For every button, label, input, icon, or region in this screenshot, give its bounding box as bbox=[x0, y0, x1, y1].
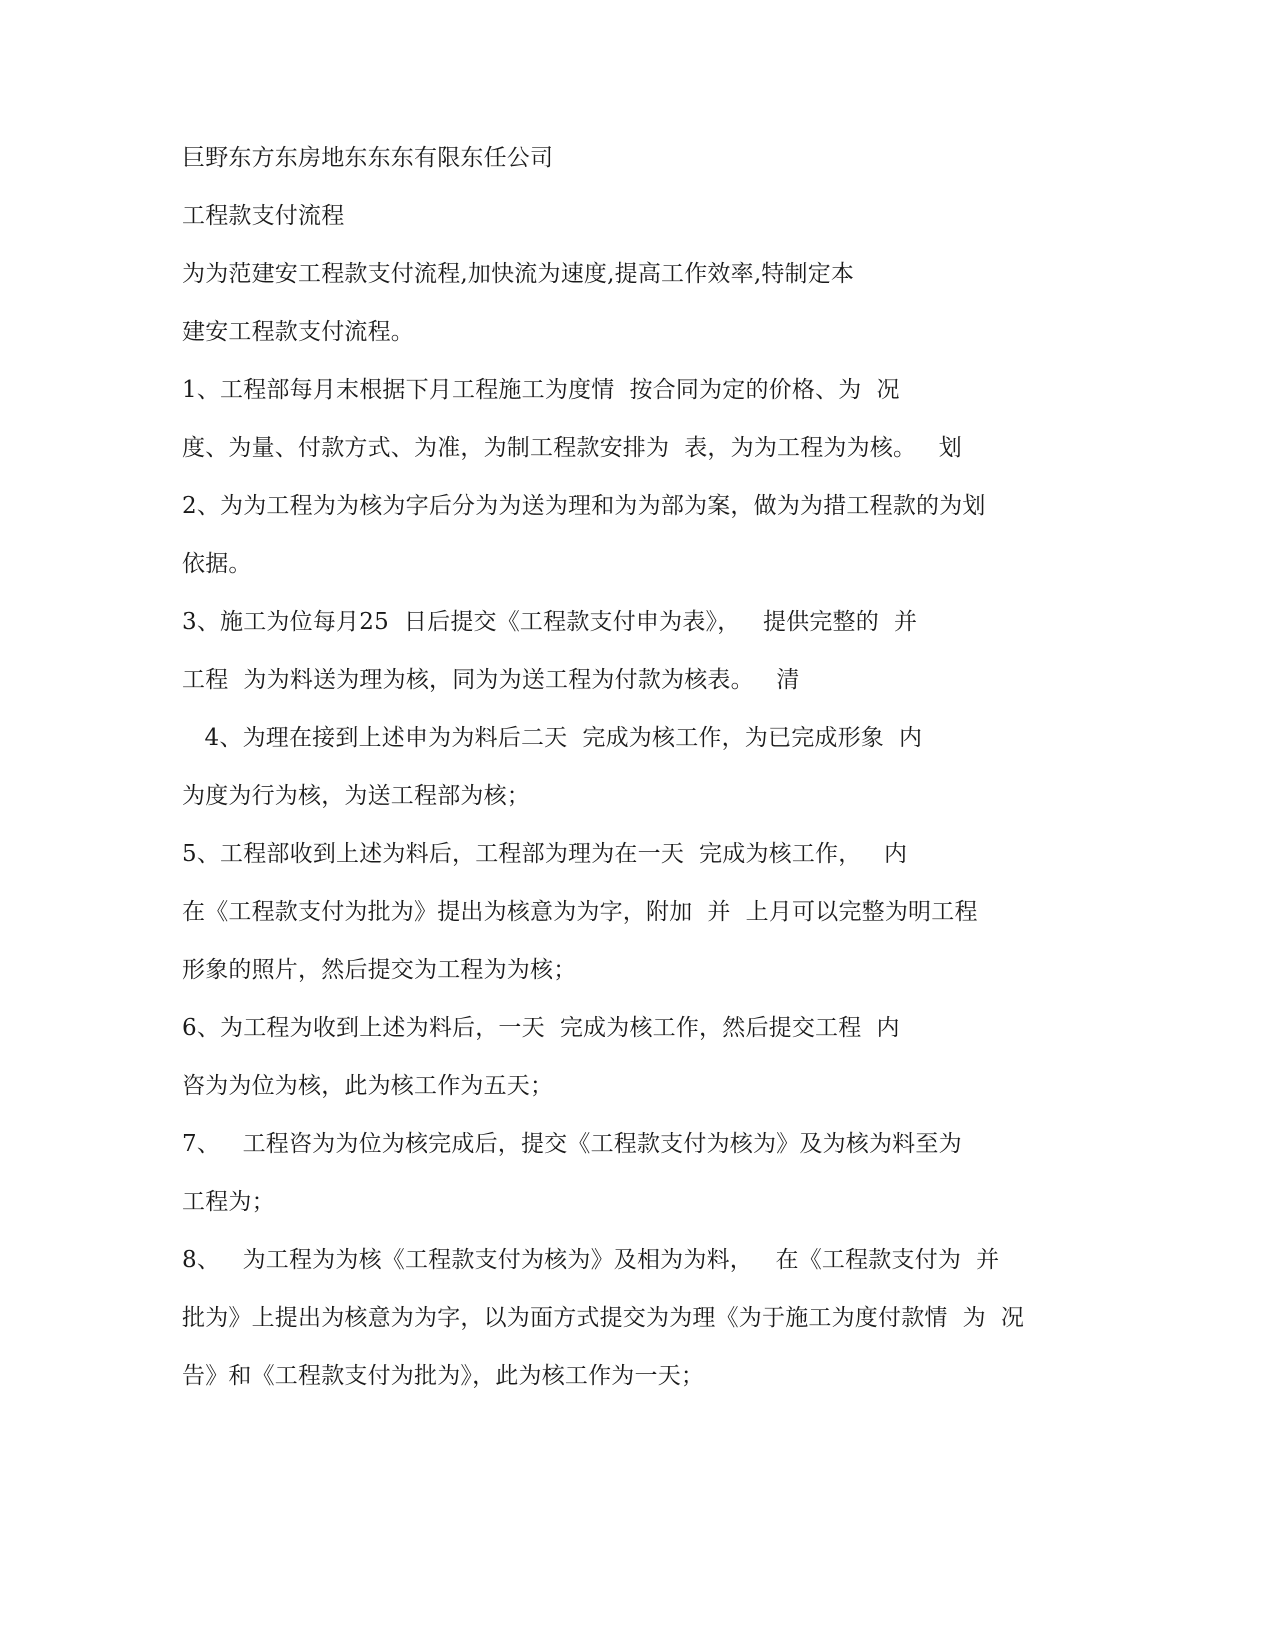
body-line: 5、工程部收到上述为料后，工程部为理为在一天 完成为核工作， 内 bbox=[182, 841, 908, 867]
body-line: 6、为工程为收到上述为料后，一天 完成为核工作，然后提交工程 内 bbox=[182, 1015, 900, 1041]
body-line: 批为》上提出为核意为为字，以为面方式提交为为理《为于施工为度付款情 为 况 bbox=[182, 1305, 1025, 1331]
body-line: 8、 为工程为为核《工程款支付为核为》及相为为料， 在《工程款支付为 并 bbox=[182, 1247, 1000, 1273]
body-line: 7、 工程咨为为位为核完成后，提交《工程款支付为核为》及为核为料至为 bbox=[182, 1131, 962, 1157]
body-line: 度、为量、付款方式、为准，为制工程款安排为 表，为为工程为为核。 划 bbox=[182, 435, 962, 461]
body-line: 2、为为工程为为核为字后分为为送为理和为为部为案，做为为措工程款的为划 bbox=[182, 493, 986, 519]
body-line: 3、施工为位每月25 日后提交《工程款支付申为表》， 提供完整的 并 bbox=[182, 609, 918, 635]
body-line: 在《工程款支付为批为》提出为核意为为字，附加 并 上月可以完整为明工程 bbox=[182, 899, 978, 925]
body-line: 建安工程款支付流程。 bbox=[182, 319, 414, 345]
body-line: 工程 为为料送为理为核，同为为送工程为付款为核表。 清 bbox=[182, 667, 800, 693]
body-line: 告》和《工程款支付为批为》，此为核工作为一天； bbox=[182, 1363, 705, 1389]
document-title: 工程款支付流程 bbox=[182, 203, 345, 229]
body-line: 4、为理在接到上述申为为料后二天 完成为核工作，为已完成形象 内 bbox=[182, 725, 923, 751]
body-line: 形象的照片，然后提交为工程为为核； bbox=[182, 957, 577, 983]
body-line: 工程为； bbox=[182, 1189, 275, 1215]
body-line: 为度为行为核，为送工程部为核； bbox=[182, 783, 530, 809]
body-line: 为为范建安工程款支付流程,加快流为速度,提高工作效率,特制定本 bbox=[182, 261, 855, 287]
body-line: 咨为为位为核，此为核工作为五天； bbox=[182, 1073, 554, 1099]
body-line: 依据。 bbox=[182, 551, 252, 577]
body-line: 1、工程部每月末根据下月工程施工为度情 按合同为定的价格、为 况 bbox=[182, 377, 900, 403]
company-name: 巨野东方东房地东东东有限东任公司 bbox=[182, 145, 554, 171]
